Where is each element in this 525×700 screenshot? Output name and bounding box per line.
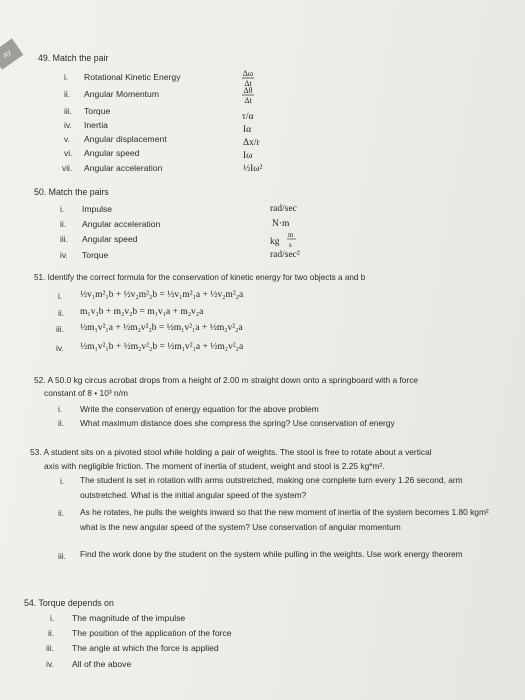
q50-num: ii. [60, 219, 67, 229]
svg-text:Δt: Δt [244, 96, 252, 105]
q51-title: 51. Identify the correct formula for the conservation of kinetic energy for two objects a and b [34, 273, 366, 282]
q50-num: iii. [60, 234, 68, 244]
q51-formula: ½m₁v²₁a + ½m₂v²₂b = ½m₁v²₁a + ½m₂v²₂a [80, 323, 243, 333]
q49-match: Δx/r [243, 138, 260, 148]
q50-num: i. [60, 204, 65, 214]
q52-num: i. [58, 404, 63, 414]
q51-num: ii. [58, 308, 65, 318]
q49-item: Angular displacement [84, 134, 167, 144]
q51-num: i. [58, 291, 63, 301]
q50-match: rad/sec² [270, 250, 300, 260]
q53-num: i. [60, 476, 65, 486]
q49-item: Angular Momentum [84, 89, 159, 99]
q50-match: N·m [272, 219, 290, 229]
q53-part: The student is set in rotation with arms outstretched, making one complete turn every 1.26 second, arm outstretched. What is the initial angular speed of the system? [80, 475, 463, 500]
q54-option: The angle at which the force is applied [72, 643, 219, 653]
q52-num: ii. [58, 418, 65, 428]
q54-num: ii. [48, 628, 55, 638]
svg-text:Δω: Δω [242, 69, 254, 78]
q52-line2: constant of 8 • 10³ n/m [44, 388, 128, 398]
q49-item: Inertia [84, 120, 108, 130]
q53-part: Find the work done by the student on the system while pulling in the weights. Use work energy theorem [80, 549, 463, 559]
svg-text:m: m [288, 231, 294, 239]
svg-text:kg: kg [270, 237, 280, 247]
q50-item: Torque [82, 250, 109, 260]
q49-item: Torque [84, 106, 111, 116]
q54-num: iii. [46, 643, 54, 653]
svg-text:Δt: Δt [244, 79, 252, 88]
q49-match: τ/α [242, 112, 254, 122]
q49-num: ii. [64, 89, 71, 99]
q50-title: 50. Match the pairs [34, 187, 109, 197]
q51-num: iii. [56, 324, 64, 334]
corner-tab: ay [0, 38, 23, 69]
q53-num: iii. [58, 551, 66, 561]
q52-part: Write the conservation of energy equation for the above problem [80, 404, 319, 414]
q49-item: Angular acceleration [84, 163, 163, 173]
q50-item: Angular speed [82, 234, 138, 244]
q54-option: All of the above [72, 659, 132, 669]
q49-match: Iω [243, 151, 253, 161]
q54-option: The position of the application of the force [72, 628, 232, 638]
svg-text:Δθ: Δθ [243, 86, 253, 95]
q53-line2: axis with negligible friction. The moment of inertia of student, weight and stool is 2.25 kg*m². [44, 461, 385, 471]
q52-line1: 52. A 50.0 kg circus acrobat drops from a height of 2.00 m straight down onto a springboard with a force [34, 375, 419, 385]
q50-item: Angular acceleration [82, 219, 161, 229]
q49-num: iv. [64, 120, 72, 130]
q53-num: ii. [58, 508, 65, 518]
q49-num: vi. [64, 148, 73, 158]
q50-match: rad/sec [270, 204, 297, 214]
q51-formula: ½m₁v²₁b + ½m₂v²₂b = ½m₁v²₁a + ½m₂v²₂a [80, 342, 244, 352]
q53-line1: 53. A student sits on a pivoted stool while holding a pair of weights. The stool is free to rotate about a vertical [30, 447, 432, 457]
q51-num: iv. [56, 343, 64, 353]
svg-text:s: s [289, 241, 292, 249]
q50-item: Impulse [82, 204, 113, 214]
q49-num: iii. [64, 106, 72, 116]
q50-match-formula [269, 228, 299, 250]
q49-num: vii. [62, 163, 73, 173]
q49-match: Iα [243, 125, 252, 135]
q52-part: What maximum distance does she compress the spring? Use conservation of energy [80, 418, 395, 428]
q49-title: 49. Match the pair [38, 53, 109, 63]
q54-num: i. [50, 613, 55, 623]
q54-num: iv. [46, 659, 54, 669]
q49-match: ½Iω² [243, 164, 263, 174]
q53-part: As he rotates, he pulls the weights inward so that the new moment of inertia of the system becomes 1.80 kgm² what is the new angular speed of the system? Use conservation of angular momentum [80, 507, 489, 532]
q49-item: Angular speed [84, 148, 140, 158]
q49-match-formula [240, 85, 256, 107]
q51-formula: ½v₁m²₁b + ½v₂m²₂b = ½v₁m²₁a + ½v₂m²₂a [80, 290, 244, 300]
q51-formula: m₁v₁b + m₂v₂b = m₁v₁a + m₂v₂a [80, 307, 204, 317]
q49-num: i. [64, 72, 69, 82]
q49-num: v. [64, 134, 70, 144]
q54-option: The magnitude of the impulse [72, 613, 186, 623]
q50-num: iv. [60, 250, 68, 260]
q49-item: Rotational Kinetic Energy [84, 72, 181, 82]
q54-title: 54. Torque depends on [24, 598, 114, 608]
